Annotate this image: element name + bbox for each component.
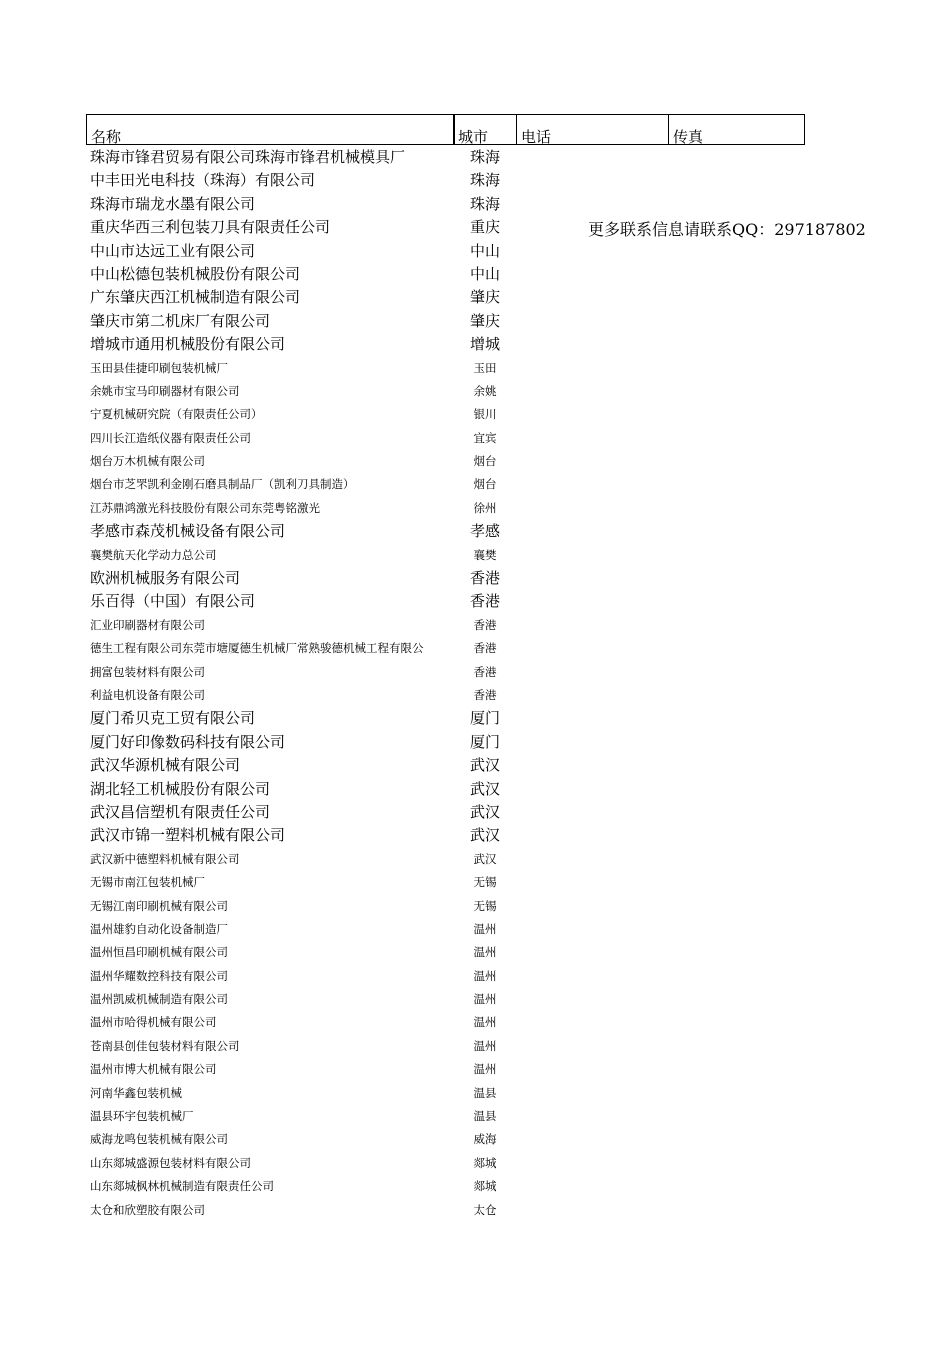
table-row bbox=[86, 1082, 516, 1105]
company-name: 中山市达远工业有限公司 bbox=[90, 241, 256, 260]
company-name: 太仓和欣塑胶有限公司 bbox=[90, 1202, 205, 1217]
company-name: 江苏鼎鸿激光科技股份有限公司东莞粤铭激光 bbox=[90, 500, 320, 515]
table-row bbox=[86, 871, 516, 894]
table-row bbox=[86, 801, 516, 824]
company-name: 汇业印刷器材有限公司 bbox=[90, 617, 205, 632]
table-row bbox=[86, 357, 516, 380]
company-city: 武汉 bbox=[469, 802, 500, 821]
company-name: 山东郯城盛源包装材料有限公司 bbox=[90, 1155, 251, 1170]
company-name: 温州恒昌印刷机械有限公司 bbox=[90, 945, 228, 960]
company-city: 烟台 bbox=[473, 454, 497, 469]
company-city: 香港 bbox=[473, 664, 497, 679]
company-name: 珠海市瑞龙水墨有限公司 bbox=[90, 194, 256, 213]
company-name: 无锡市南江包装机械厂 bbox=[90, 875, 205, 890]
company-city: 香港 bbox=[469, 569, 500, 588]
table-row bbox=[86, 263, 516, 286]
table-row bbox=[86, 286, 516, 309]
company-city: 中山 bbox=[469, 264, 500, 283]
company-city: 温州 bbox=[473, 1038, 497, 1053]
company-name: 欧洲机械服务有限公司 bbox=[90, 569, 241, 588]
company-name: 苍南县创佳包装材料有限公司 bbox=[90, 1038, 240, 1053]
table-row bbox=[86, 614, 516, 637]
table-row bbox=[86, 965, 516, 988]
table-row bbox=[86, 333, 516, 356]
company-name: 武汉市锦一塑料机械有限公司 bbox=[90, 826, 286, 845]
company-name: 威海龙鸣包装机械有限公司 bbox=[90, 1132, 228, 1147]
table-row bbox=[86, 778, 516, 801]
company-name: 德生工程有限公司东莞市塘厦德生机械厂常熟骏德机械工程有限公 bbox=[90, 641, 424, 656]
company-city: 无锡 bbox=[473, 875, 497, 890]
company-name: 宁夏机械研究院（有限责任公司） bbox=[90, 407, 263, 422]
company-city: 太仓 bbox=[473, 1202, 497, 1217]
company-name: 温州华耀数控科技有限公司 bbox=[90, 968, 228, 983]
company-city: 武汉 bbox=[469, 756, 500, 775]
table-row bbox=[86, 520, 516, 543]
header-name-label: 名称 bbox=[91, 128, 122, 146]
company-city: 珠海 bbox=[469, 194, 500, 213]
company-city: 增城 bbox=[469, 335, 500, 354]
table-row bbox=[86, 1199, 516, 1222]
company-city: 重庆 bbox=[469, 218, 500, 237]
table-row bbox=[86, 240, 516, 263]
company-name: 武汉昌信塑机有限责任公司 bbox=[90, 802, 271, 821]
company-name: 增城市通用机械股份有限公司 bbox=[90, 335, 286, 354]
header-phone bbox=[517, 115, 669, 144]
company-name: 利益电机设备有限公司 bbox=[90, 687, 205, 702]
table-row bbox=[86, 380, 516, 403]
company-city: 宜宾 bbox=[473, 430, 497, 445]
company-name: 四川长江造纸仪器有限责任公司 bbox=[90, 430, 251, 445]
company-name: 襄樊航天化学动力总公司 bbox=[90, 547, 217, 562]
table-header bbox=[86, 114, 805, 145]
table-row bbox=[86, 1152, 516, 1175]
table-row bbox=[86, 146, 516, 169]
table-row bbox=[86, 848, 516, 871]
table-row bbox=[86, 1058, 516, 1081]
company-name: 湖北轻工机械股份有限公司 bbox=[90, 779, 271, 798]
company-city: 襄樊 bbox=[473, 547, 497, 562]
company-name: 烟台万木机械有限公司 bbox=[90, 454, 205, 469]
table-row bbox=[86, 1035, 516, 1058]
company-city: 中山 bbox=[469, 241, 500, 260]
company-city: 温县 bbox=[473, 1085, 497, 1100]
company-city: 厦门 bbox=[469, 732, 500, 751]
table-row bbox=[86, 918, 516, 941]
company-name: 山东郯城枫林机械制造有限责任公司 bbox=[90, 1179, 274, 1194]
table-row bbox=[86, 988, 516, 1011]
table-row bbox=[86, 895, 516, 918]
company-city: 温州 bbox=[473, 968, 497, 983]
company-city: 珠海 bbox=[469, 148, 500, 166]
header-city bbox=[455, 115, 517, 144]
company-city: 肇庆 bbox=[469, 311, 500, 330]
table-row bbox=[86, 1175, 516, 1198]
header-fax-label: 传真 bbox=[673, 128, 704, 146]
table-row bbox=[86, 193, 516, 216]
company-name: 烟台市芝罘凯利金刚石磨具制品厂（凯利刀具制造） bbox=[90, 477, 355, 492]
company-name: 重庆华西三利包装刀具有限责任公司 bbox=[90, 218, 331, 237]
company-city: 武汉 bbox=[469, 779, 500, 798]
table-row bbox=[86, 169, 516, 192]
company-city: 银川 bbox=[473, 407, 497, 422]
company-city: 武汉 bbox=[473, 851, 497, 866]
company-name: 拥富包装材料有限公司 bbox=[90, 664, 205, 679]
company-city: 玉田 bbox=[473, 360, 497, 375]
company-city: 温州 bbox=[473, 1015, 497, 1030]
company-city: 温县 bbox=[473, 1109, 497, 1124]
table-row bbox=[86, 450, 516, 473]
company-city: 武汉 bbox=[469, 826, 500, 845]
table-row bbox=[86, 707, 516, 730]
company-name: 无锡江南印刷机械有限公司 bbox=[90, 898, 228, 913]
table-row bbox=[86, 473, 516, 496]
table-row bbox=[86, 310, 516, 333]
table-row bbox=[86, 427, 516, 450]
company-city: 香港 bbox=[473, 687, 497, 702]
header-name bbox=[87, 115, 455, 144]
company-city: 香港 bbox=[473, 641, 497, 656]
company-city: 郯城 bbox=[473, 1155, 497, 1170]
company-name: 河南华鑫包装机械 bbox=[90, 1085, 182, 1100]
table-row bbox=[86, 754, 516, 777]
table-row bbox=[86, 941, 516, 964]
company-name: 广东肇庆西江机械制造有限公司 bbox=[90, 288, 301, 307]
company-name: 珠海市锋君贸易有限公司珠海市锋君机械模具厂 bbox=[90, 148, 406, 166]
company-name: 厦门希贝克工贸有限公司 bbox=[90, 709, 256, 728]
table-row bbox=[86, 497, 516, 520]
company-city: 香港 bbox=[469, 592, 500, 611]
company-name: 乐百得（中国）有限公司 bbox=[90, 592, 256, 611]
table-row bbox=[86, 824, 516, 847]
company-city: 烟台 bbox=[473, 477, 497, 492]
header-city-label: 城市 bbox=[458, 128, 489, 146]
table-row bbox=[86, 731, 516, 754]
header-fax bbox=[669, 115, 804, 144]
company-name: 温县环宇包装机械厂 bbox=[90, 1109, 194, 1124]
company-city: 徐州 bbox=[473, 500, 497, 515]
table-row bbox=[86, 544, 516, 567]
company-name: 孝感市森茂机械设备有限公司 bbox=[90, 522, 286, 541]
contact-note: 更多联系信息请联系QQ：297187802 bbox=[588, 220, 866, 239]
table-row bbox=[86, 684, 516, 707]
company-city: 郯城 bbox=[473, 1179, 497, 1194]
table-row bbox=[86, 637, 516, 660]
company-city: 孝感 bbox=[469, 522, 500, 541]
company-name: 温州市哈得机械有限公司 bbox=[90, 1015, 217, 1030]
company-name: 余姚市宝马印刷器材有限公司 bbox=[90, 383, 240, 398]
company-city: 温州 bbox=[473, 921, 497, 936]
company-name: 武汉新中德塑料机械有限公司 bbox=[90, 851, 240, 866]
header-phone-label: 电话 bbox=[521, 128, 552, 146]
table-row bbox=[86, 403, 516, 426]
table-row bbox=[86, 661, 516, 684]
table-row bbox=[86, 216, 516, 239]
company-city: 肇庆 bbox=[469, 288, 500, 307]
table-row bbox=[86, 1011, 516, 1034]
company-city: 香港 bbox=[473, 617, 497, 632]
company-city: 余姚 bbox=[473, 383, 497, 398]
company-name: 中山松德包装机械股份有限公司 bbox=[90, 264, 301, 283]
company-name: 厦门好印像数码科技有限公司 bbox=[90, 732, 286, 751]
company-name: 中丰田光电科技（珠海）有限公司 bbox=[90, 171, 316, 190]
company-city: 温州 bbox=[473, 1062, 497, 1077]
company-name: 温州市博大机械有限公司 bbox=[90, 1062, 217, 1077]
company-city: 温州 bbox=[473, 945, 497, 960]
company-name: 武汉华源机械有限公司 bbox=[90, 756, 241, 775]
company-name: 温州雄豹自动化设备制造厂 bbox=[90, 921, 228, 936]
company-city: 无锡 bbox=[473, 898, 497, 913]
company-list bbox=[86, 146, 516, 1222]
table-row bbox=[86, 590, 516, 613]
company-city: 珠海 bbox=[469, 171, 500, 190]
table-row bbox=[86, 567, 516, 590]
table-row bbox=[86, 1105, 516, 1128]
company-city: 厦门 bbox=[469, 709, 500, 728]
company-name: 温州凯威机械制造有限公司 bbox=[90, 992, 228, 1007]
table-row bbox=[86, 1128, 516, 1151]
company-name: 肇庆市第二机床厂有限公司 bbox=[90, 311, 271, 330]
company-city: 温州 bbox=[473, 992, 497, 1007]
company-name: 玉田县佳捷印刷包装机械厂 bbox=[90, 360, 228, 375]
company-city: 威海 bbox=[473, 1132, 497, 1147]
